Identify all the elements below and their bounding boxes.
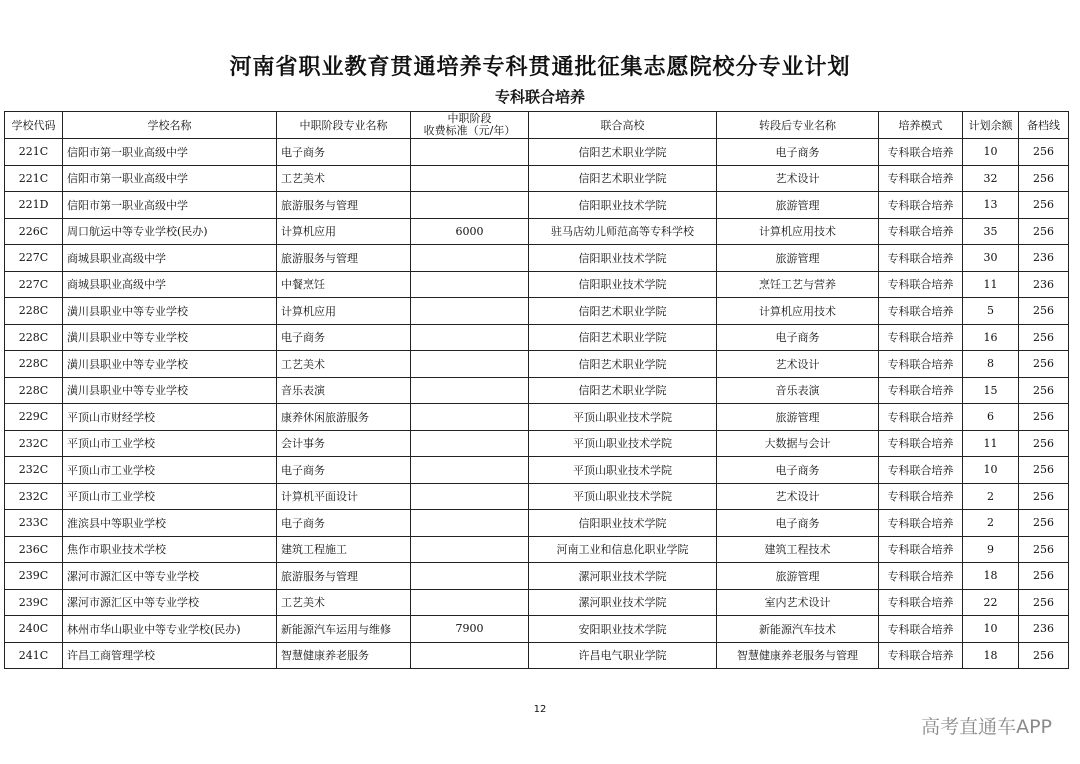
cell-partner-college: 信阳艺术职业学院 xyxy=(529,298,717,325)
cell-new-major: 电子商务 xyxy=(717,324,879,351)
cell-remaining: 32 xyxy=(963,165,1019,192)
cell-school-name: 平顶山市工业学校 xyxy=(63,430,277,457)
cell-cutoff: 256 xyxy=(1019,218,1069,245)
table-row xyxy=(5,589,1069,616)
header-partner-college: 联合高校 xyxy=(529,112,717,139)
cell-cutoff: 256 xyxy=(1019,457,1069,484)
cell-school-code: 239C xyxy=(5,589,63,616)
cell-remaining: 10 xyxy=(963,457,1019,484)
cell-remaining: 18 xyxy=(963,563,1019,590)
cell-fee xyxy=(411,642,529,669)
cell-remaining: 2 xyxy=(963,483,1019,510)
cell-fee xyxy=(411,430,529,457)
cell-training-mode: 专科联合培养 xyxy=(879,324,963,351)
cell-major: 旅游服务与管理 xyxy=(277,245,411,272)
cell-cutoff: 256 xyxy=(1019,165,1069,192)
table-row xyxy=(5,218,1069,245)
cell-school-name: 淮滨县中等职业学校 xyxy=(63,510,277,537)
cell-school-name: 潢川县职业中等专业学校 xyxy=(63,377,277,404)
cell-school-code: 232C xyxy=(5,430,63,457)
cell-new-major: 烹饪工艺与营养 xyxy=(717,271,879,298)
cell-new-major: 电子商务 xyxy=(717,510,879,537)
cell-major: 音乐表演 xyxy=(277,377,411,404)
cell-new-major: 室内艺术设计 xyxy=(717,589,879,616)
cell-fee xyxy=(411,324,529,351)
cell-fee: 6000 xyxy=(411,218,529,245)
cell-fee xyxy=(411,483,529,510)
cell-new-major: 计算机应用技术 xyxy=(717,298,879,325)
header-cutoff: 备档线 xyxy=(1019,112,1069,139)
cell-major: 旅游服务与管理 xyxy=(277,192,411,219)
header-remaining: 计划余额 xyxy=(963,112,1019,139)
cell-new-major: 大数据与会计 xyxy=(717,430,879,457)
cell-school-code: 227C xyxy=(5,271,63,298)
table-row xyxy=(5,536,1069,563)
table-row xyxy=(5,324,1069,351)
cell-remaining: 18 xyxy=(963,642,1019,669)
cell-remaining: 30 xyxy=(963,245,1019,272)
cell-training-mode: 专科联合培养 xyxy=(879,430,963,457)
cell-training-mode: 专科联合培养 xyxy=(879,563,963,590)
cell-partner-college: 信阳职业技术学院 xyxy=(529,271,717,298)
cell-school-name: 焦作市职业技术学校 xyxy=(63,536,277,563)
cell-partner-college: 信阳职业技术学院 xyxy=(529,245,717,272)
cell-fee xyxy=(411,563,529,590)
table-row xyxy=(5,165,1069,192)
cell-school-code: 232C xyxy=(5,457,63,484)
cell-major: 会计事务 xyxy=(277,430,411,457)
cell-cutoff: 256 xyxy=(1019,510,1069,537)
document-subtitle: 专科联合培养 xyxy=(494,88,585,106)
cell-fee xyxy=(411,139,529,166)
cell-new-major: 艺术设计 xyxy=(717,165,879,192)
header-school-code: 学校代码 xyxy=(5,112,63,139)
cell-training-mode: 专科联合培养 xyxy=(879,483,963,510)
cell-major: 康养休闲旅游服务 xyxy=(277,404,411,431)
cell-cutoff: 256 xyxy=(1019,483,1069,510)
cell-new-major: 艺术设计 xyxy=(717,351,879,378)
cell-cutoff: 256 xyxy=(1019,192,1069,219)
cell-major: 智慧健康养老服务 xyxy=(277,642,411,669)
header-school-name: 学校名称 xyxy=(63,112,277,139)
table-row xyxy=(5,483,1069,510)
cell-major: 工艺美术 xyxy=(277,589,411,616)
cell-school-code: 233C xyxy=(5,510,63,537)
cell-remaining: 5 xyxy=(963,298,1019,325)
cell-major: 电子商务 xyxy=(277,457,411,484)
cell-fee: 7900 xyxy=(411,616,529,643)
header-fee-line1: 中职阶段 xyxy=(447,112,492,125)
cell-major: 计算机应用 xyxy=(277,218,411,245)
cell-cutoff: 256 xyxy=(1019,563,1069,590)
cell-training-mode: 专科联合培养 xyxy=(879,218,963,245)
cell-school-name: 信阳市第一职业高级中学 xyxy=(63,139,277,166)
cell-school-code: 241C xyxy=(5,642,63,669)
cell-remaining: 35 xyxy=(963,218,1019,245)
cell-school-name: 潢川县职业中等专业学校 xyxy=(63,324,277,351)
cell-remaining: 2 xyxy=(963,510,1019,537)
cell-new-major: 电子商务 xyxy=(717,457,879,484)
document-title: 河南省职业教育贯通培养专科贯通批征集志愿院校分专业计划 xyxy=(229,55,851,80)
cell-major: 旅游服务与管理 xyxy=(277,563,411,590)
cell-remaining: 10 xyxy=(963,139,1019,166)
cell-remaining: 13 xyxy=(963,192,1019,219)
cell-major: 电子商务 xyxy=(277,324,411,351)
cell-new-major: 旅游管理 xyxy=(717,245,879,272)
cell-new-major: 建筑工程技术 xyxy=(717,536,879,563)
cell-cutoff: 256 xyxy=(1019,298,1069,325)
cell-cutoff: 256 xyxy=(1019,139,1069,166)
cell-fee xyxy=(411,536,529,563)
cell-new-major: 新能源汽车技术 xyxy=(717,616,879,643)
table-row xyxy=(5,430,1069,457)
cell-cutoff: 256 xyxy=(1019,536,1069,563)
cell-training-mode: 专科联合培养 xyxy=(879,351,963,378)
cell-partner-college: 平顶山职业技术学院 xyxy=(529,457,717,484)
header-fee-line2: 收费标准（元/年） xyxy=(423,124,516,137)
cell-major: 新能源汽车运用与维修 xyxy=(277,616,411,643)
plan-table xyxy=(4,111,1069,669)
cell-cutoff: 256 xyxy=(1019,324,1069,351)
cell-school-code: 228C xyxy=(5,377,63,404)
cell-fee xyxy=(411,271,529,298)
cell-training-mode: 专科联合培养 xyxy=(879,165,963,192)
cell-cutoff: 256 xyxy=(1019,351,1069,378)
cell-school-code: 240C xyxy=(5,616,63,643)
cell-partner-college: 信阳艺术职业学院 xyxy=(529,139,717,166)
table-row xyxy=(5,351,1069,378)
cell-remaining: 11 xyxy=(963,430,1019,457)
cell-new-major: 旅游管理 xyxy=(717,563,879,590)
cell-major: 工艺美术 xyxy=(277,351,411,378)
cell-partner-college: 信阳职业技术学院 xyxy=(529,192,717,219)
cell-remaining: 10 xyxy=(963,616,1019,643)
cell-school-code: 227C xyxy=(5,245,63,272)
cell-school-code: 232C xyxy=(5,483,63,510)
table-row xyxy=(5,510,1069,537)
page-number: 12 xyxy=(533,704,547,715)
cell-new-major: 艺术设计 xyxy=(717,483,879,510)
cell-major: 计算机平面设计 xyxy=(277,483,411,510)
cell-partner-college: 驻马店幼儿师范高等专科学校 xyxy=(529,218,717,245)
cell-school-name: 商城县职业高级中学 xyxy=(63,245,277,272)
table-body xyxy=(5,139,1069,669)
table-row xyxy=(5,563,1069,590)
cell-school-code: 221D xyxy=(5,192,63,219)
cell-partner-college: 信阳艺术职业学院 xyxy=(529,377,717,404)
cell-cutoff: 236 xyxy=(1019,271,1069,298)
table-row xyxy=(5,245,1069,272)
cell-partner-college: 信阳职业技术学院 xyxy=(529,510,717,537)
table-row xyxy=(5,298,1069,325)
table-row xyxy=(5,377,1069,404)
cell-cutoff: 256 xyxy=(1019,430,1069,457)
cell-major: 建筑工程施工 xyxy=(277,536,411,563)
cell-major: 中餐烹饪 xyxy=(277,271,411,298)
cell-partner-college: 河南工业和信息化职业学院 xyxy=(529,536,717,563)
cell-school-code: 228C xyxy=(5,351,63,378)
cell-remaining: 22 xyxy=(963,589,1019,616)
cell-school-code: 228C xyxy=(5,298,63,325)
cell-cutoff: 256 xyxy=(1019,377,1069,404)
cell-remaining: 16 xyxy=(963,324,1019,351)
cell-school-code: 229C xyxy=(5,404,63,431)
cell-fee xyxy=(411,404,529,431)
cell-school-name: 平顶山市财经学校 xyxy=(63,404,277,431)
header-major: 中职阶段专业名称 xyxy=(277,112,411,139)
cell-major: 工艺美术 xyxy=(277,165,411,192)
table-row xyxy=(5,404,1069,431)
table-row xyxy=(5,192,1069,219)
cell-new-major: 音乐表演 xyxy=(717,377,879,404)
header-new-major: 转段后专业名称 xyxy=(717,112,879,139)
cell-school-code: 239C xyxy=(5,563,63,590)
table-row xyxy=(5,271,1069,298)
cell-school-code: 236C xyxy=(5,536,63,563)
cell-fee xyxy=(411,298,529,325)
cell-training-mode: 专科联合培养 xyxy=(879,457,963,484)
cell-partner-college: 漯河职业技术学院 xyxy=(529,563,717,590)
cell-cutoff: 256 xyxy=(1019,589,1069,616)
table-row xyxy=(5,457,1069,484)
cell-training-mode: 专科联合培养 xyxy=(879,271,963,298)
cell-training-mode: 专科联合培养 xyxy=(879,616,963,643)
cell-school-name: 平顶山市工业学校 xyxy=(63,457,277,484)
cell-training-mode: 专科联合培养 xyxy=(879,642,963,669)
cell-school-name: 周口航运中等专业学校(民办) xyxy=(63,218,277,245)
cell-school-name: 漯河市源汇区中等专业学校 xyxy=(63,589,277,616)
cell-training-mode: 专科联合培养 xyxy=(879,404,963,431)
table-header-row xyxy=(5,112,1069,139)
cell-remaining: 11 xyxy=(963,271,1019,298)
cell-partner-college: 信阳艺术职业学院 xyxy=(529,165,717,192)
cell-new-major: 旅游管理 xyxy=(717,192,879,219)
cell-training-mode: 专科联合培养 xyxy=(879,536,963,563)
cell-fee xyxy=(411,377,529,404)
cell-remaining: 8 xyxy=(963,351,1019,378)
cell-training-mode: 专科联合培养 xyxy=(879,589,963,616)
cell-cutoff: 256 xyxy=(1019,642,1069,669)
cell-major: 计算机应用 xyxy=(277,298,411,325)
cell-training-mode: 专科联合培养 xyxy=(879,510,963,537)
cell-school-name: 漯河市源汇区中等专业学校 xyxy=(63,563,277,590)
cell-training-mode: 专科联合培养 xyxy=(879,377,963,404)
cell-fee xyxy=(411,245,529,272)
cell-cutoff: 236 xyxy=(1019,245,1069,272)
cell-fee xyxy=(411,192,529,219)
cell-school-code: 221C xyxy=(5,165,63,192)
cell-school-name: 许昌工商管理学校 xyxy=(63,642,277,669)
cell-school-name: 潢川县职业中等专业学校 xyxy=(63,351,277,378)
cell-partner-college: 平顶山职业技术学院 xyxy=(529,483,717,510)
cell-fee xyxy=(411,510,529,537)
cell-fee xyxy=(411,589,529,616)
header-training-mode: 培养模式 xyxy=(879,112,963,139)
table-row xyxy=(5,616,1069,643)
cell-fee xyxy=(411,457,529,484)
cell-partner-college: 平顶山职业技术学院 xyxy=(529,430,717,457)
cell-partner-college: 平顶山职业技术学院 xyxy=(529,404,717,431)
cell-training-mode: 专科联合培养 xyxy=(879,192,963,219)
cell-school-name: 林州市华山职业中等专业学校(民办) xyxy=(63,616,277,643)
cell-remaining: 15 xyxy=(963,377,1019,404)
cell-partner-college: 信阳艺术职业学院 xyxy=(529,351,717,378)
cell-new-major: 电子商务 xyxy=(717,139,879,166)
cell-school-name: 商城县职业高级中学 xyxy=(63,271,277,298)
cell-school-code: 226C xyxy=(5,218,63,245)
cell-training-mode: 专科联合培养 xyxy=(879,298,963,325)
cell-fee xyxy=(411,165,529,192)
cell-training-mode: 专科联合培养 xyxy=(879,139,963,166)
cell-remaining: 9 xyxy=(963,536,1019,563)
cell-remaining: 6 xyxy=(963,404,1019,431)
table-row xyxy=(5,642,1069,669)
cell-school-name: 信阳市第一职业高级中学 xyxy=(63,165,277,192)
cell-school-code: 228C xyxy=(5,324,63,351)
cell-cutoff: 256 xyxy=(1019,404,1069,431)
cell-school-name: 信阳市第一职业高级中学 xyxy=(63,192,277,219)
cell-new-major: 计算机应用技术 xyxy=(717,218,879,245)
cell-training-mode: 专科联合培养 xyxy=(879,245,963,272)
cell-partner-college: 安阳职业技术学院 xyxy=(529,616,717,643)
cell-major: 电子商务 xyxy=(277,139,411,166)
cell-fee xyxy=(411,351,529,378)
watermark: 高考直通车APP xyxy=(921,716,1052,738)
cell-school-name: 平顶山市工业学校 xyxy=(63,483,277,510)
cell-new-major: 智慧健康养老服务与管理 xyxy=(717,642,879,669)
cell-cutoff: 236 xyxy=(1019,616,1069,643)
cell-partner-college: 信阳艺术职业学院 xyxy=(529,324,717,351)
header-fee xyxy=(411,112,529,139)
cell-new-major: 旅游管理 xyxy=(717,404,879,431)
table-row xyxy=(5,139,1069,166)
cell-school-code: 221C xyxy=(5,139,63,166)
cell-major: 电子商务 xyxy=(277,510,411,537)
cell-partner-college: 漯河职业技术学院 xyxy=(529,589,717,616)
cell-school-name: 潢川县职业中等专业学校 xyxy=(63,298,277,325)
cell-partner-college: 许昌电气职业学院 xyxy=(529,642,717,669)
